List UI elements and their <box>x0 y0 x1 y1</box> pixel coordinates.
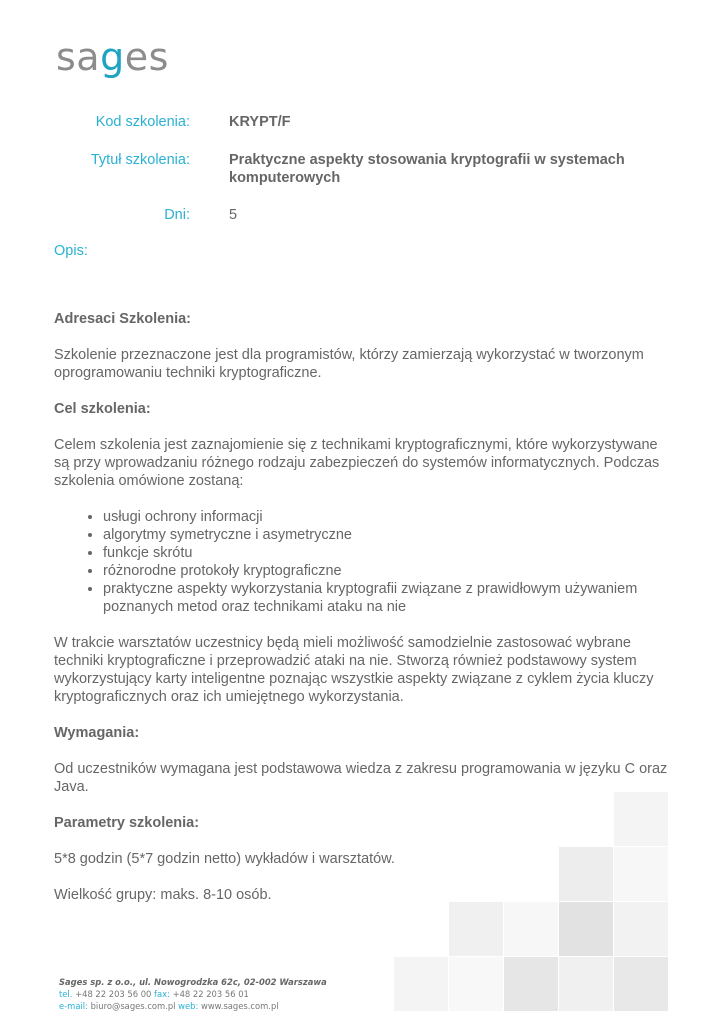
workshop-text: W trakcie warsztatów uczestnicy będą mieli możliwość samodzielnie zastosować wybrane techniki kryptograficzne i przeprowadzić ataki na nie. Stworzą również podstawowy system wykorzystujący karty inteligentne poznając wszystkie aspekty związane z cyklem życia kluczy kryptograficznych oraz ich umiejętnego wykorzystania. <box>54 635 654 705</box>
parameters-hours: 5*8 godzin (5*7 godzin netto) wykładów i warsztatów. <box>54 851 395 867</box>
audience-heading: Adresaci Szkolenia: <box>54 311 191 327</box>
meta-title-row <box>0 151 725 191</box>
parameters-heading: Parametry szkolenia: <box>54 815 200 831</box>
meta-code-row <box>0 113 725 133</box>
footer-company: Sages sp. z o.o., ul. Nowogrodzka 62c, 02-002 Warszawa <box>59 977 327 987</box>
list-item: • różnorodne protokoły kryptograficzne <box>103 562 674 580</box>
list-item: • praktyczne aspekty wykorzystania kryptografii związane z prawidłowym używaniem poznanych metod oraz technikami ataku na nie <box>103 580 674 616</box>
footer-contact-line: e-mail: biuro@sages.com.pl web: www.sages.com.pl <box>59 1001 279 1011</box>
description-content <box>54 310 674 904</box>
description-label: Opis: <box>54 243 88 259</box>
days-label: Dni: <box>164 207 190 223</box>
list-item: • funkcje skrótu <box>103 544 674 562</box>
sages-logo: sages <box>56 35 169 79</box>
footer <box>59 976 327 1012</box>
goal-text: Celem szkolenia jest zaznajomienie się z technikami kryptograficznymi, które wykorzystywane są przy wprowadzaniu różnego rodzaju zabezpieczeń do systemów informatycznych. Podczas szkolenia omówione zostaną: <box>54 437 660 489</box>
meta-days-row <box>0 206 725 226</box>
code-value: KRYPT/F <box>229 114 291 130</box>
requirements-heading: Wymagania: <box>54 725 140 741</box>
parameters-group: Wielkość grupy: maks. 8-10 osób. <box>54 887 272 903</box>
goal-list <box>54 508 674 616</box>
requirements-text: Od uczestników wymagana jest podstawowa wiedza z zakresu programowania w języku C oraz Java. <box>54 761 668 795</box>
title-value: Praktyczne aspekty stosowania kryptografii w systemach komputerowych <box>229 152 625 186</box>
footer-web-link[interactable]: www.sages.com.pl <box>198 1001 279 1011</box>
footer-phone-line: tel. +48 22 203 56 00 fax: +48 22 203 56 01 <box>59 989 249 999</box>
audience-text: Szkolenie przeznaczone jest dla programistów, którzy zamierzają wykorzystać w tworzonym oprogramowaniu techniki kryptograficzne. <box>54 347 644 381</box>
days-value: 5 <box>229 207 238 223</box>
footer-email-link[interactable]: biuro@sages.com.pl <box>87 1001 179 1011</box>
title-label: Tytuł szkolenia: <box>90 152 190 168</box>
code-label: Kod szkolenia: <box>95 114 190 130</box>
goal-heading: Cel szkolenia: <box>54 401 151 417</box>
list-item: • algorytmy symetryczne i asymetryczne <box>103 526 674 544</box>
list-item: • usługi ochrony informacji <box>103 508 674 526</box>
